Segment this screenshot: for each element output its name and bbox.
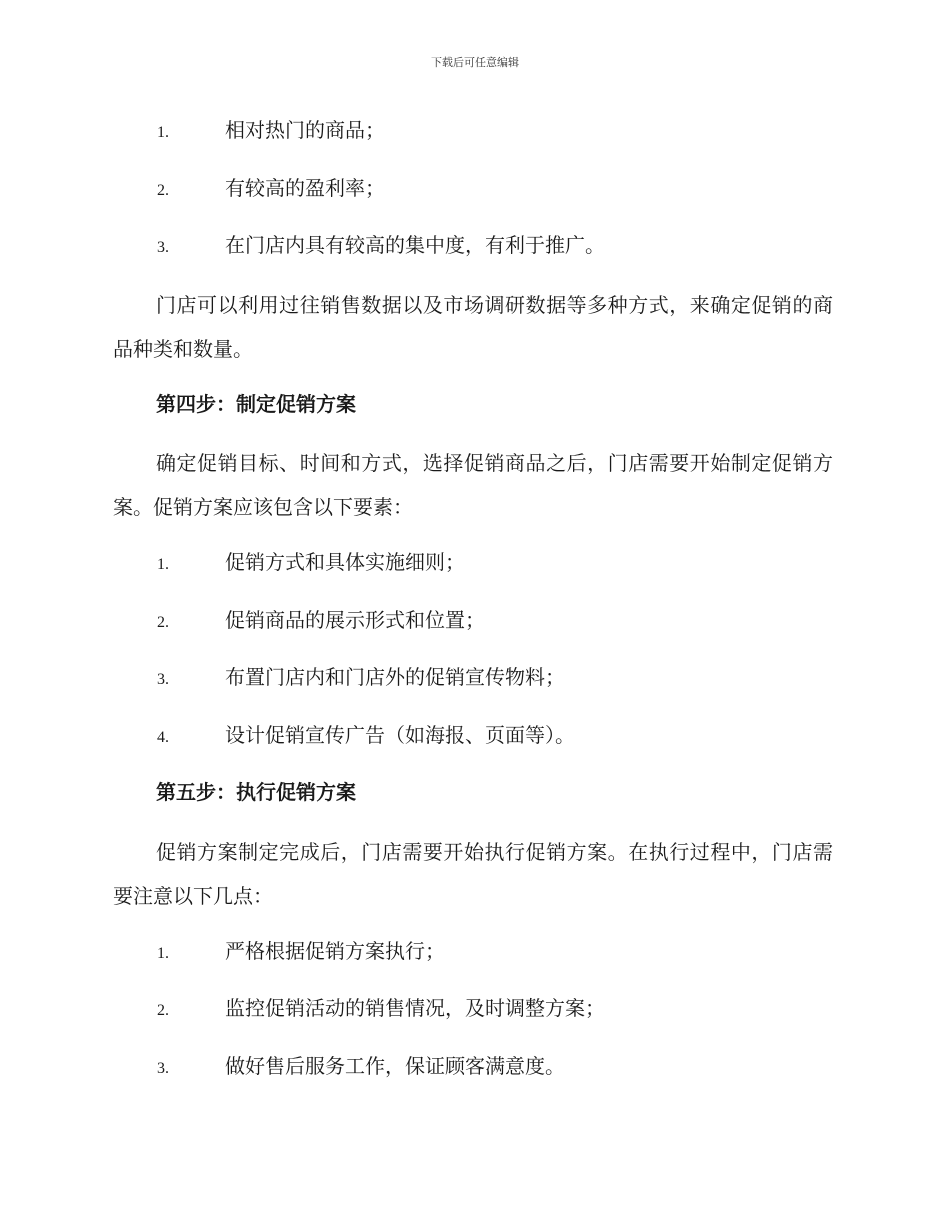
list-item: [113, 1046, 833, 1104]
step4-intro: 确定促销目标、时间和方式，选择促销商品之后，门店需要开始制定促销方案。促销方案应该包含以下要素：: [113, 451, 833, 519]
list-number: 3.: [157, 1059, 169, 1077]
list-item: [113, 168, 833, 226]
list-number: 2.: [157, 181, 169, 199]
list-text: 在门店内具有较高的集中度，有利于推广。: [225, 233, 605, 257]
list-number: 1.: [157, 556, 169, 573]
step5-intro: 促销方案制定完成后，门店需要开始执行促销方案。在执行过程中，门店需要注意以下几点：: [113, 839, 833, 908]
step4-heading: 第四步：制定促销方案: [156, 391, 356, 416]
list-text: 布置门店内和门店外的促销宣传物料；: [225, 665, 565, 689]
list-text: 设计促销宣传广告（如海报、页面等）。: [225, 722, 575, 747]
page-header: 下载后可任意编辑: [431, 56, 519, 69]
list-number: 2.: [157, 613, 169, 631]
step4-list: [113, 542, 833, 772]
list-item: [113, 110, 833, 168]
step5-heading: 第五步：执行促销方案: [156, 780, 356, 804]
list-number: 1.: [157, 944, 169, 962]
list-item: [113, 988, 833, 1046]
list-number: 2.: [157, 1002, 169, 1019]
list-number: 1.: [157, 124, 169, 141]
list-text: 监控促销活动的销售情况，及时调整方案；: [225, 996, 605, 1020]
list-text: 有较高的盈利率；: [225, 175, 385, 200]
list-text: 相对热门的商品；: [225, 118, 385, 142]
list-text: 促销商品的展示形式和位置；: [225, 607, 485, 632]
list-text: 严格根据促销方案执行；: [225, 938, 445, 963]
list-item: [113, 600, 833, 658]
list-item: [113, 931, 833, 989]
list-item: [113, 657, 833, 715]
document-body: [113, 110, 833, 1103]
step5-list: [113, 931, 833, 1104]
list-number: 3.: [157, 671, 169, 688]
list-text: 做好售后服务工作，保证顾客满意度。: [225, 1053, 565, 1078]
list-number: 3.: [157, 239, 169, 256]
goods-criteria-list: [113, 110, 833, 283]
list-text: 促销方式和具体实施细则；: [225, 550, 465, 574]
list-item: [113, 542, 833, 600]
list-item: [113, 225, 833, 283]
paragraph: 门店可以利用过往销售数据以及市场调研数据等多种方式，来确定促销的商品种类和数量。: [113, 292, 833, 361]
list-number: 4.: [157, 728, 169, 746]
list-item: [113, 715, 833, 773]
